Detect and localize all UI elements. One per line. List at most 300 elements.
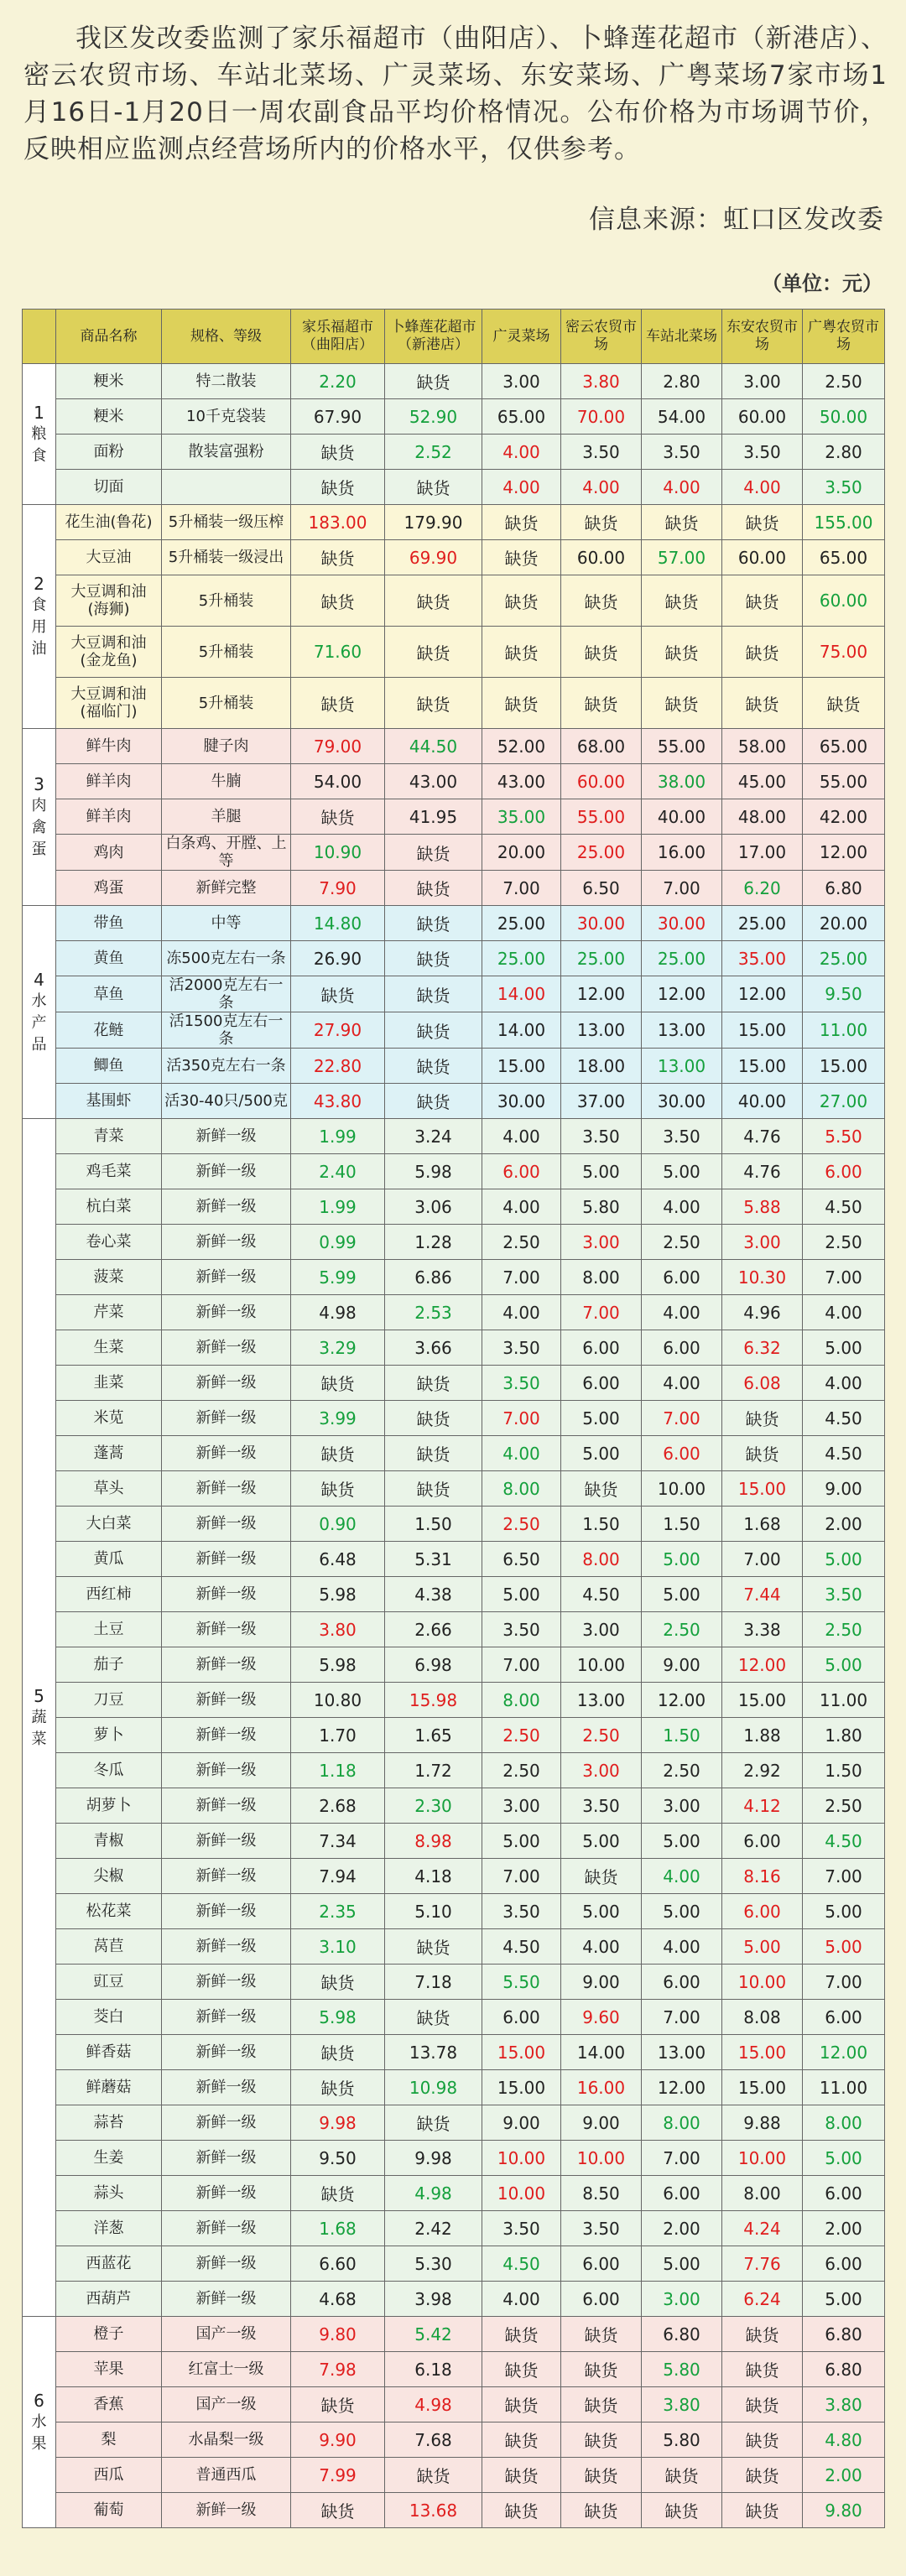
product-name: 大豆调和油 (金龙鱼) (56, 627, 162, 678)
price-cell: 155.00 (803, 505, 885, 540)
price-cell: 57.00 (642, 540, 722, 575)
product-name: 粳米 (56, 399, 162, 435)
product-name: 大豆调和油 (海狮) (56, 575, 162, 627)
product-name: 鲜羊肉 (56, 799, 162, 835)
table-row (23, 764, 885, 799)
table-row (23, 799, 885, 835)
price-cell: 5.00 (561, 1401, 642, 1436)
price-cell: 2.50 (803, 1612, 885, 1647)
price-cell: 20.00 (482, 835, 561, 871)
product-name: 花生油(鲁花) (56, 505, 162, 540)
price-cell: 1.50 (642, 1507, 722, 1542)
category-char: 产 (31, 1013, 47, 1032)
price-cell: 缺货 (722, 678, 803, 729)
product-spec: 新鲜一级 (162, 1401, 291, 1436)
price-cell: 7.44 (722, 1577, 803, 1612)
price-cell: 65.00 (803, 729, 885, 764)
price-cell: 缺货 (385, 976, 482, 1012)
price-cell: 6.00 (561, 2246, 642, 2282)
price-cell: 3.00 (561, 1225, 642, 1260)
product-spec: 新鲜一级 (162, 2493, 291, 2528)
price-cell: 缺货 (385, 1401, 482, 1436)
price-cell: 55.00 (803, 764, 885, 799)
price-cell: 2.50 (642, 1612, 722, 1647)
price-cell: 缺货 (722, 2317, 803, 2352)
category-char: 油 (31, 640, 47, 658)
price-cell: 1.68 (291, 2211, 385, 2246)
price-cell: 5.98 (291, 2000, 385, 2035)
price-cell: 7.00 (803, 1260, 885, 1295)
price-cell: 60.00 (561, 764, 642, 799)
price-cell: 2.50 (803, 364, 885, 399)
price-cell: 14.00 (482, 976, 561, 1012)
product-spec: 羊腿 (162, 799, 291, 835)
price-cell: 6.00 (561, 1330, 642, 1366)
table-row (23, 1683, 885, 1718)
price-cell: 4.00 (642, 470, 722, 505)
table-row (23, 2070, 885, 2105)
product-spec: 新鲜一级 (162, 1436, 291, 1471)
header-cell: 规格、等级 (162, 310, 291, 364)
product-spec: 普通西瓜 (162, 2458, 291, 2493)
price-cell: 5.99 (291, 1260, 385, 1295)
table-row (23, 1225, 885, 1260)
price-cell: 缺货 (482, 2352, 561, 2387)
table-row (23, 505, 885, 540)
price-cell: 5.50 (482, 1965, 561, 2000)
price-cell: 3.98 (385, 2282, 482, 2317)
price-cell: 1.65 (385, 1718, 482, 1753)
table-body (23, 364, 885, 2528)
price-cell: 5.50 (803, 1119, 885, 1154)
price-cell: 55.00 (561, 799, 642, 835)
table-row (23, 1295, 885, 1330)
product-spec: 10千克袋装 (162, 399, 291, 435)
price-cell: 3.00 (482, 364, 561, 399)
price-cell: 2.35 (291, 1894, 385, 1929)
price-cell: 缺货 (385, 1471, 482, 1507)
price-cell: 3.00 (561, 1753, 642, 1788)
price-cell: 2.92 (722, 1753, 803, 1788)
price-cell: 1.50 (803, 1753, 885, 1788)
product-spec: 新鲜一级 (162, 1542, 291, 1577)
price-cell: 5.00 (561, 1436, 642, 1471)
product-name: 鲜牛肉 (56, 729, 162, 764)
price-cell: 12.00 (642, 1683, 722, 1718)
product-spec: 新鲜一级 (162, 1260, 291, 1295)
price-cell: 2.42 (385, 2211, 482, 2246)
product-name: 花鲢 (56, 1012, 162, 1049)
price-cell: 15.00 (482, 1049, 561, 1084)
product-name: 粳米 (56, 364, 162, 399)
price-cell: 60.00 (803, 575, 885, 627)
table-row (23, 2317, 885, 2352)
price-cell: 10.00 (561, 2141, 642, 2176)
price-cell: 4.00 (482, 1436, 561, 1471)
price-cell: 9.98 (291, 2105, 385, 2141)
price-cell: 1.99 (291, 1189, 385, 1225)
price-cell: 43.80 (291, 1084, 385, 1119)
product-spec: 5升桶装 (162, 627, 291, 678)
price-cell: 48.00 (722, 799, 803, 835)
price-cell: 2.66 (385, 1612, 482, 1647)
price-cell: 15.00 (482, 2035, 561, 2070)
price-cell: 缺货 (642, 2493, 722, 2528)
product-spec: 红富士一级 (162, 2352, 291, 2387)
price-cell: 9.00 (482, 2105, 561, 2141)
price-cell: 183.00 (291, 505, 385, 540)
table-row (23, 540, 885, 575)
price-cell: 6.86 (385, 1260, 482, 1295)
product-spec: 国产一级 (162, 2387, 291, 2422)
price-cell: 缺货 (482, 627, 561, 678)
product-spec: 5升桶装一级浸出 (162, 540, 291, 575)
price-cell: 9.50 (291, 2141, 385, 2176)
table-row (23, 1965, 885, 2000)
product-spec: 冻500克左右一条 (162, 941, 291, 976)
product-spec: 活2000克左右一条 (162, 976, 291, 1012)
price-cell: 25.00 (561, 941, 642, 976)
header-cell: 卜蜂莲花超市（新港店） (385, 310, 482, 364)
price-cell: 1.70 (291, 1718, 385, 1753)
product-spec: 牛腩 (162, 764, 291, 799)
price-cell: 9.60 (561, 2000, 642, 2035)
price-cell: 9.88 (722, 2105, 803, 2141)
price-cell: 7.00 (561, 1295, 642, 1330)
price-cell: 10.30 (722, 1260, 803, 1295)
price-cell: 缺货 (385, 835, 482, 871)
table-row (23, 364, 885, 399)
price-cell: 缺货 (722, 2493, 803, 2528)
price-cell: 缺货 (482, 2387, 561, 2422)
table-row (23, 2352, 885, 2387)
table-row (23, 1859, 885, 1894)
price-cell: 8.00 (642, 2105, 722, 2141)
price-cell: 4.80 (803, 2422, 885, 2458)
header-cell: 车站北菜场 (642, 310, 722, 364)
price-cell: 缺货 (482, 575, 561, 627)
table-row (23, 2141, 885, 2176)
product-name: 胡萝卜 (56, 1788, 162, 1824)
price-cell: 3.00 (722, 364, 803, 399)
price-cell: 3.50 (642, 1119, 722, 1154)
price-cell: 13.00 (642, 2035, 722, 2070)
category-char: 食 (31, 446, 47, 465)
price-cell: 3.50 (722, 435, 803, 470)
price-cell: 缺货 (482, 2458, 561, 2493)
price-cell: 25.00 (561, 835, 642, 871)
price-cell: 3.50 (482, 2211, 561, 2246)
product-spec: 新鲜一级 (162, 1824, 291, 1859)
price-cell: 27.00 (803, 1084, 885, 1119)
table-row (23, 2458, 885, 2493)
price-cell: 2.50 (642, 1753, 722, 1788)
price-cell: 5.00 (803, 1647, 885, 1683)
price-cell: 17.00 (722, 835, 803, 871)
price-cell: 缺货 (291, 540, 385, 575)
price-cell: 5.00 (561, 1894, 642, 1929)
price-cell: 8.50 (561, 2176, 642, 2211)
price-cell: 10.00 (642, 1471, 722, 1507)
price-cell: 4.98 (291, 1295, 385, 1330)
price-cell: 9.80 (803, 2493, 885, 2528)
category-char: 禽 (31, 819, 47, 836)
product-name: 草鱼 (56, 976, 162, 1012)
price-cell: 5.00 (561, 1824, 642, 1859)
price-cell: 7.00 (482, 1260, 561, 1295)
price-cell: 2.50 (482, 1718, 561, 1753)
price-cell: 15.00 (722, 1012, 803, 1049)
product-spec: 新鲜一级 (162, 2282, 291, 2317)
price-cell: 8.00 (561, 1542, 642, 1577)
product-spec: 新鲜一级 (162, 1859, 291, 1894)
price-cell: 30.00 (642, 1084, 722, 1119)
price-cell: 10.00 (722, 2141, 803, 2176)
price-cell: 8.98 (385, 1824, 482, 1859)
price-cell: 5.80 (642, 2352, 722, 2387)
category-number: 6 (34, 2390, 44, 2411)
price-cell: 52.90 (385, 399, 482, 435)
price-cell: 25.00 (642, 941, 722, 976)
product-name: 蒜苔 (56, 2105, 162, 2141)
price-cell: 缺货 (291, 2070, 385, 2105)
price-cell: 65.00 (803, 540, 885, 575)
price-cell: 25.00 (803, 941, 885, 976)
price-cell: 12.00 (803, 835, 885, 871)
product-name: 苹果 (56, 2352, 162, 2387)
price-cell: 5.30 (385, 2246, 482, 2282)
product-spec: 新鲜一级 (162, 1471, 291, 1507)
table-row (23, 2105, 885, 2141)
price-cell: 缺货 (561, 1471, 642, 1507)
price-cell: 5.98 (385, 1154, 482, 1189)
category-char: 水 (31, 2412, 47, 2431)
product-name: 茄子 (56, 1647, 162, 1683)
price-cell: 6.24 (722, 2282, 803, 2317)
price-cell: 2.52 (385, 435, 482, 470)
price-cell: 69.90 (385, 540, 482, 575)
price-cell: 6.80 (642, 2317, 722, 2352)
product-name: 橙子 (56, 2317, 162, 2352)
price-cell: 4.50 (803, 1436, 885, 1471)
price-cell: 7.00 (803, 1859, 885, 1894)
product-spec: 新鲜一级 (162, 1507, 291, 1542)
price-cell: 1.50 (561, 1507, 642, 1542)
price-cell: 14.00 (482, 1012, 561, 1049)
price-cell: 6.18 (385, 2352, 482, 2387)
table-row (23, 1154, 885, 1189)
product-name: 葡萄 (56, 2493, 162, 2528)
price-cell: 缺货 (291, 2176, 385, 2211)
category-number: 1 (34, 402, 44, 423)
price-cell: 8.16 (722, 1859, 803, 1894)
price-cell: 5.00 (803, 2282, 885, 2317)
price-cell: 6.00 (803, 2176, 885, 2211)
price-cell: 缺货 (385, 1929, 482, 1965)
price-cell: 缺货 (385, 871, 482, 906)
product-spec: 新鲜完整 (162, 871, 291, 906)
price-cell: 缺货 (642, 678, 722, 729)
price-cell: 8.00 (722, 2176, 803, 2211)
price-cell: 4.00 (803, 1366, 885, 1401)
price-cell: 8.08 (722, 2000, 803, 2035)
price-cell: 68.00 (561, 729, 642, 764)
price-cell: 4.98 (385, 2176, 482, 2211)
price-cell: 65.00 (482, 399, 561, 435)
price-cell: 12.00 (642, 2070, 722, 2105)
table-row (23, 2246, 885, 2282)
table-row (23, 2211, 885, 2246)
price-cell: 6.00 (482, 1154, 561, 1189)
price-cell: 3.50 (561, 2211, 642, 2246)
table-row (23, 1260, 885, 1295)
price-cell: 2.50 (482, 1507, 561, 1542)
product-name: 芹菜 (56, 1295, 162, 1330)
price-cell: 缺货 (291, 678, 385, 729)
unit-label: （单位：元） (762, 272, 883, 295)
product-spec: 水晶梨一级 (162, 2422, 291, 2458)
price-cell: 4.24 (722, 2211, 803, 2246)
price-cell: 3.80 (642, 2387, 722, 2422)
price-cell: 4.50 (803, 1824, 885, 1859)
price-cell: 30.00 (482, 1084, 561, 1119)
category-cell (23, 505, 56, 729)
price-cell: 12.00 (803, 2035, 885, 2070)
price-cell: 4.00 (482, 1189, 561, 1225)
price-cell: 5.98 (291, 1647, 385, 1683)
product-spec: 新鲜一级 (162, 1366, 291, 1401)
price-cell: 缺货 (482, 505, 561, 540)
table-row (23, 678, 885, 729)
product-name: 豇豆 (56, 1965, 162, 2000)
price-cell: 缺货 (561, 2317, 642, 2352)
price-cell: 3.50 (561, 435, 642, 470)
category-number: 5 (34, 1685, 44, 1706)
product-spec: 新鲜一级 (162, 1965, 291, 2000)
price-cell: 8.00 (482, 1471, 561, 1507)
price-cell: 58.00 (722, 729, 803, 764)
product-name: 鲜香菇 (56, 2035, 162, 2070)
price-cell: 4.00 (482, 1119, 561, 1154)
product-name: 青菜 (56, 1119, 162, 1154)
product-spec: 国产一级 (162, 2317, 291, 2352)
price-cell: 4.00 (642, 1366, 722, 1401)
price-cell: 15.00 (722, 2035, 803, 2070)
price-cell: 10.00 (482, 2141, 561, 2176)
product-spec: 新鲜一级 (162, 1894, 291, 1929)
price-cell: 30.00 (642, 906, 722, 941)
price-cell: 3.50 (642, 435, 722, 470)
product-name: 西葫芦 (56, 2282, 162, 2317)
price-cell: 3.50 (803, 470, 885, 505)
price-cell: 7.00 (642, 2000, 722, 2035)
price-cell: 7.00 (482, 871, 561, 906)
price-cell: 5.00 (803, 1894, 885, 1929)
price-cell: 18.00 (561, 1049, 642, 1084)
price-cell: 4.00 (722, 470, 803, 505)
table-row (23, 1084, 885, 1119)
price-cell: 2.50 (642, 1225, 722, 1260)
product-spec: 新鲜一级 (162, 2176, 291, 2211)
header-cell: 商品名称 (56, 310, 162, 364)
price-cell: 1.50 (385, 1507, 482, 1542)
table-row (23, 2493, 885, 2528)
price-cell: 缺货 (291, 799, 385, 835)
product-name: 鲫鱼 (56, 1049, 162, 1084)
price-cell: 15.00 (722, 2070, 803, 2105)
price-cell: 6.00 (803, 2246, 885, 2282)
price-cell: 6.00 (561, 2282, 642, 2317)
price-cell: 35.00 (482, 799, 561, 835)
category-number: 3 (34, 774, 44, 794)
price-cell: 7.00 (482, 1647, 561, 1683)
product-name: 鲜蘑菇 (56, 2070, 162, 2105)
product-name: 黄鱼 (56, 941, 162, 976)
product-spec: 新鲜一级 (162, 2105, 291, 2141)
price-cell: 缺货 (385, 1049, 482, 1084)
product-name: 青椒 (56, 1824, 162, 1859)
product-spec: 新鲜一级 (162, 1577, 291, 1612)
price-cell: 12.00 (722, 1647, 803, 1683)
price-cell: 1.88 (722, 1718, 803, 1753)
price-cell: 缺货 (642, 627, 722, 678)
table-row (23, 2000, 885, 2035)
price-cell: 4.00 (482, 2282, 561, 2317)
product-name: 鲜羊肉 (56, 764, 162, 799)
price-cell: 37.00 (561, 1084, 642, 1119)
price-cell: 缺货 (291, 2387, 385, 2422)
product-name: 刀豆 (56, 1683, 162, 1718)
price-cell: 5.00 (561, 1154, 642, 1189)
price-cell: 缺货 (385, 2105, 482, 2141)
price-cell: 缺货 (385, 364, 482, 399)
price-cell: 43.00 (385, 764, 482, 799)
price-cell: 缺货 (385, 678, 482, 729)
price-cell: 缺货 (561, 1859, 642, 1894)
price-cell: 5.88 (722, 1189, 803, 1225)
header-cell: 密云农贸市场 (561, 310, 642, 364)
product-spec: 新鲜一级 (162, 2246, 291, 2282)
price-cell: 26.90 (291, 941, 385, 976)
price-cell: 4.00 (642, 1189, 722, 1225)
price-cell: 7.00 (482, 1401, 561, 1436)
price-cell: 6.00 (803, 2000, 885, 2035)
price-cell: 5.00 (642, 1894, 722, 1929)
table-row (23, 575, 885, 627)
price-cell: 6.80 (803, 2352, 885, 2387)
price-cell: 缺货 (722, 2422, 803, 2458)
price-cell: 4.50 (561, 1577, 642, 1612)
price-cell: 缺货 (803, 678, 885, 729)
table-row (23, 1401, 885, 1436)
table-row (23, 2035, 885, 2070)
product-spec: 新鲜一级 (162, 1612, 291, 1647)
price-cell: 1.72 (385, 1753, 482, 1788)
product-spec: 腱子肉 (162, 729, 291, 764)
price-cell: 10.80 (291, 1683, 385, 1718)
product-name: 鸡蛋 (56, 871, 162, 906)
price-cell: 9.00 (561, 1965, 642, 2000)
price-cell: 60.00 (722, 399, 803, 435)
price-cell: 5.10 (385, 1894, 482, 1929)
price-cell: 15.00 (722, 1683, 803, 1718)
table-row (23, 1788, 885, 1824)
price-cell: 缺货 (291, 976, 385, 1012)
product-spec: 新鲜一级 (162, 1119, 291, 1154)
price-cell: 2.80 (803, 435, 885, 470)
price-cell: 2.00 (803, 2211, 885, 2246)
category-char: 食 (31, 596, 47, 614)
